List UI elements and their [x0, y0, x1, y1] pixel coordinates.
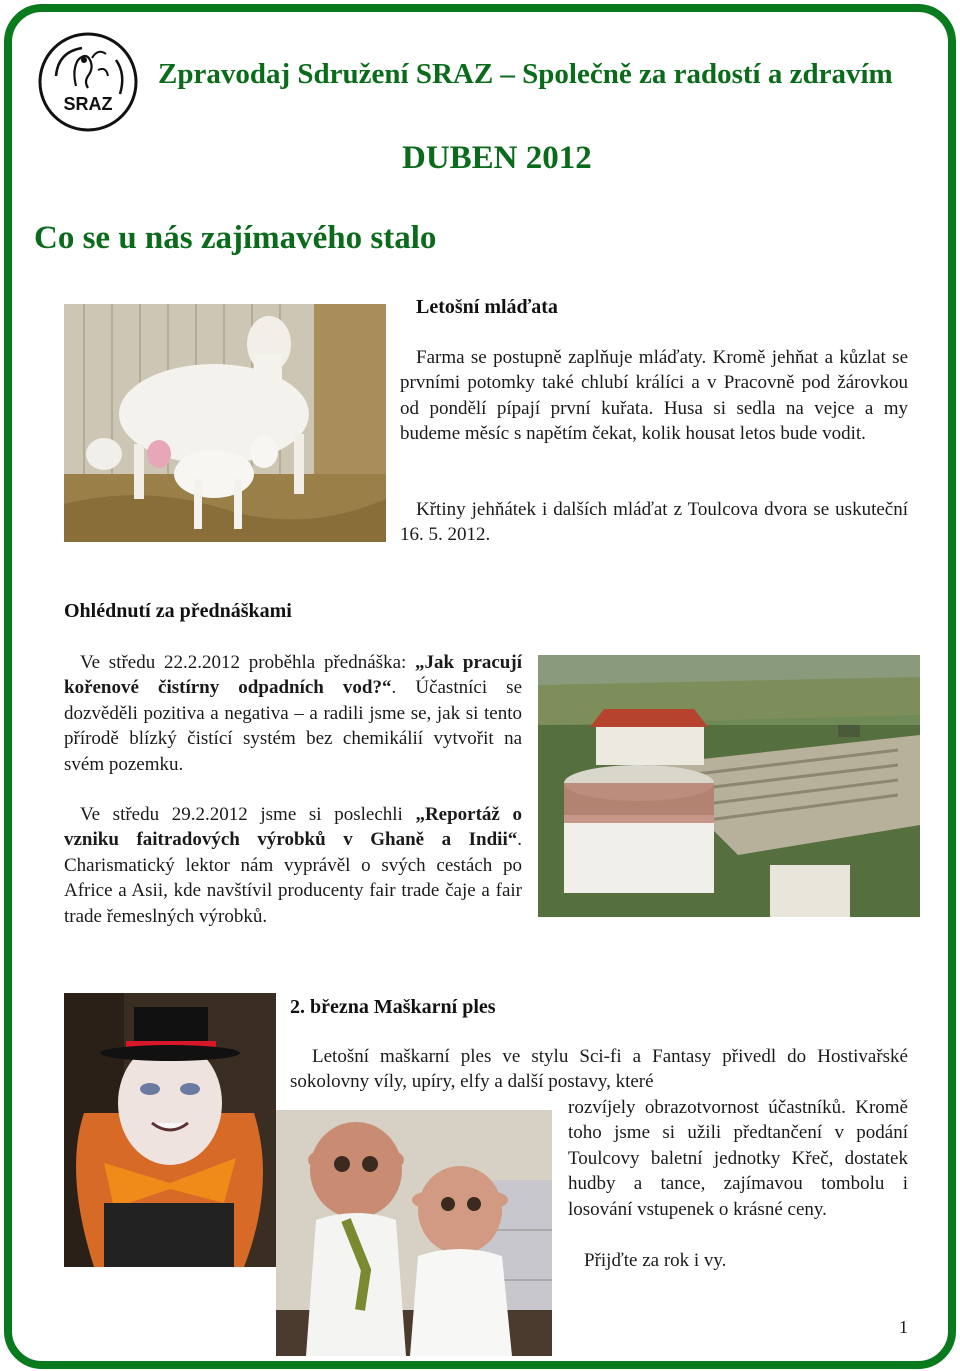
lecture-2-title: „Reportáž o vzniku faitradových výrobků v Ghaně a Indii“: [64, 804, 523, 851]
page-number: 1: [899, 1317, 908, 1337]
lecture-1-intro: Ve středu 22.2.2012 proběhla přednáška:: [80, 652, 416, 673]
sraz-logo: [36, 30, 140, 134]
section-title: Co se u nás zajímavého stalo: [34, 220, 437, 256]
mad-hatter-photo: [64, 993, 276, 1267]
article-text-invitation: Přijďte za rok i vy.: [584, 1250, 727, 1271]
masks-photo: [276, 1110, 552, 1356]
article-heading-masquerade: 2. března Maškarní ples: [290, 996, 496, 1018]
article-heading-young-animals: Letošní mláďata: [416, 296, 558, 318]
goats-photo: [64, 304, 386, 542]
lecture-1-body: . Účastníci se dozvěděli pozitiva a negativa – a radili jsme se, jak si tento přírodě blízký čistící systém bez chemikálií vytvořit na svém pozemku.: [64, 677, 523, 775]
treatment-plant-photo: [538, 655, 920, 917]
article-text-lecture-2: [64, 802, 522, 929]
article-text-masquerade-intro: Letošní maškarní ples ve stylu Sci-fi a Fantasy přivedl do Hostivařské sokolovny víly, upíry, elfy a další postavy, které: [290, 1046, 908, 1093]
lecture-2-intro: Ve středu 29.2.2012 jsme si poslechli: [80, 804, 416, 825]
logo-text: SRAZ: [63, 94, 113, 114]
newsletter-title: Zpravodaj Sdružení SRAZ – Společně za radostí a zdravím: [158, 58, 893, 90]
article-heading-lectures: Ohlédnutí za přednáškami: [64, 600, 292, 622]
article-text-lecture-1: [64, 650, 522, 777]
issue-month: DUBEN 2012: [402, 140, 592, 176]
article-text-young-animals: Farma se postupně zaplňuje mláďaty. Kromě jehňat a kůzlat se prvními potomky také chlubí králíci a v Pracovně pod žárovkou od pondělí pípají první kuřata. Husa si sedla na vejce a my budeme měsíc s napětím čekat, kolik housat letos bude vodit.: [400, 347, 908, 445]
lecture-2-body: . Charismatický lektor nám vyprávěl o svých cestách po Africe a Asii, kde navštívil producenty fair trade čaje a fair trade řemeslných výrobků.: [64, 829, 522, 927]
article-text-christening: Křtiny jehňátek i dalších mláďat z Toulcova dvora se uskuteční 16. 5. 2012.: [400, 499, 908, 546]
lecture-1-title: „Jak pracují kořenové čistírny odpadních vod?“: [64, 652, 522, 699]
article-text-masquerade-body: rozvíjely obrazotvornost účastníků. Kromě toho jsme si užili předtančení v podání Toulcovy baletní jednotky Křeč, dostatek hudby a tance, zajímavou tombolu i losování vstupenek o krásné ceny.: [568, 1097, 908, 1220]
